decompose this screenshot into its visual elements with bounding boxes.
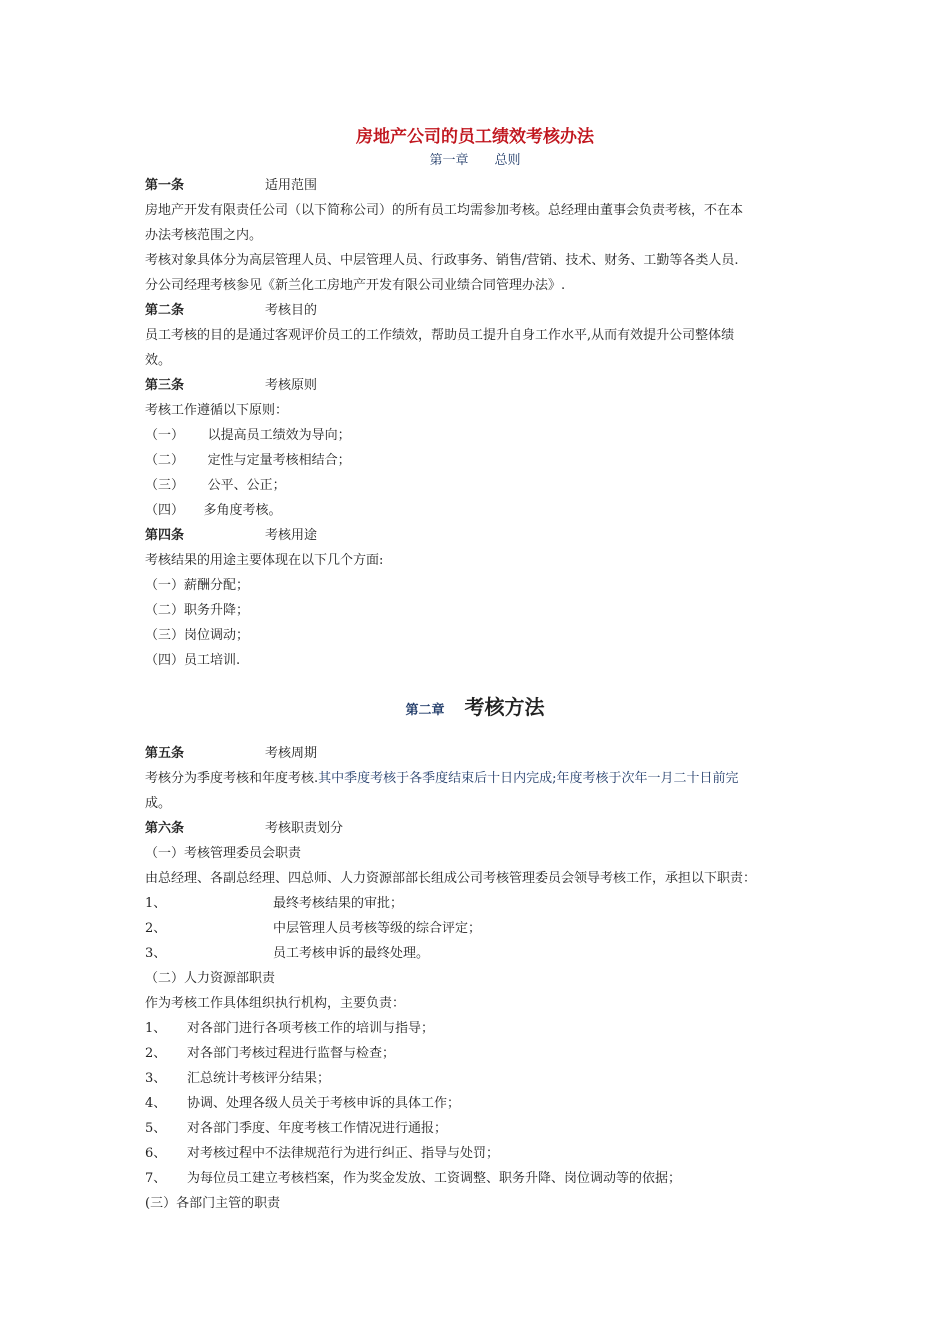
article-6-number: 第六条: [145, 821, 185, 836]
article-3-item-4: （四） 多角度考核。: [145, 503, 282, 518]
article-1-heading: [145, 177, 318, 195]
article-6-section-2-item-5: [145, 1120, 448, 1138]
article-4-item-2: （二）职务升降；: [145, 603, 250, 618]
article-6-section-2-item-4: [145, 1095, 461, 1113]
article-6-section-1-item-2: [145, 920, 482, 938]
item-number: 3、: [145, 1071, 167, 1086]
article-6-section-3-heading: (三）各部门主管的职责: [145, 1196, 281, 1211]
article-4-intro: 考核结果的用途主要体现在以下几个方面:: [145, 553, 384, 568]
article-3-item-1: （一） 以提高员工绩效为导向；: [145, 428, 351, 443]
article-3-item-3: （三） 公平、公正；: [145, 478, 286, 493]
item-number: 1、: [145, 1021, 167, 1036]
article-6-heading: [145, 820, 344, 838]
article-6-section-1-item-1: [145, 895, 404, 913]
article-1-title: 适用范围: [265, 178, 318, 193]
article-1-paragraph-2: 考核对象具体分为高层管理人员、中层管理人员、行政事务、销售/营销、技术、财务、工勤等各类人员.: [145, 253, 739, 268]
article-4-title: 考核用途: [265, 528, 318, 543]
article-6-section-2-item-1: [145, 1020, 435, 1038]
item-number: 2、: [145, 1046, 167, 1061]
article-6-section-2-item-6: [145, 1145, 500, 1163]
article-5-paragraph-1a: [145, 770, 739, 788]
article-5-number: 第五条: [145, 746, 185, 761]
article-3-heading: [145, 377, 318, 395]
article-5-text-part-2: 其中季度考核于各季度结束后十日内完成;年度考核于次年一月二十日前完: [318, 771, 739, 786]
article-2-paragraph-1b: 效。: [145, 353, 172, 368]
article-5-text-part-1: 考核分为季度考核和年度考核.: [145, 771, 319, 786]
chapter-2-label: 第二章: [405, 703, 445, 718]
article-4-item-4: （四）员工培训.: [145, 653, 241, 668]
item-text: 员工考核申诉的最终处理。: [273, 946, 430, 961]
item-number: 5、: [145, 1121, 167, 1136]
article-6-section-1-item-3: [145, 945, 430, 963]
item-text: 对各部门季度、年度考核工作情况进行通报；: [187, 1121, 448, 1136]
article-2-title: 考核目的: [265, 303, 318, 318]
article-6-section-2-intro: 作为考核工作具体组织执行机构，主要负责：: [145, 996, 406, 1011]
article-3-item-2: （二） 定性与定量考核相结合；: [145, 453, 351, 468]
article-5-heading: [145, 745, 318, 763]
item-text: 为每位员工建立考核档案，作为奖金发放、工资调整、职务升降、岗位调动等的依据；: [187, 1171, 682, 1186]
item-number: 2、: [145, 921, 167, 936]
article-6-title: 考核职责划分: [265, 821, 344, 836]
article-6-section-2-item-2: [145, 1045, 396, 1063]
article-4-heading: [145, 527, 318, 545]
item-number: 1、: [145, 896, 167, 911]
item-text: 汇总统计考核评分结果；: [187, 1071, 331, 1086]
item-number: 4、: [145, 1096, 167, 1111]
item-text: 对各部门考核过程进行监督与检查；: [187, 1046, 396, 1061]
article-5-title: 考核周期: [265, 746, 318, 761]
article-3-intro: 考核工作遵循以下原则：: [145, 403, 289, 418]
article-6-section-2-item-3: [145, 1070, 331, 1088]
article-1-paragraph-1b: 办法考核范围之内。: [145, 228, 263, 243]
item-number: 6、: [145, 1146, 167, 1161]
article-2-heading: [145, 302, 318, 320]
article-5-paragraph-1b: 成。: [145, 796, 172, 811]
article-4-item-1: （一）薪酬分配；: [145, 578, 250, 593]
chapter-2-title: 考核方法: [464, 695, 545, 719]
article-2-number: 第二条: [145, 303, 185, 318]
item-text: 对各部门进行各项考核工作的培训与指导；: [187, 1021, 435, 1036]
chapter-1-heading: 第一章 总则: [429, 153, 521, 168]
article-6-section-2-heading: （二）人力资源部职责: [145, 971, 276, 986]
chapter-2-heading: [0, 694, 950, 724]
article-1-number: 第一条: [145, 178, 185, 193]
item-number: 3、: [145, 946, 167, 961]
article-4-number: 第四条: [145, 528, 185, 543]
article-3-number: 第三条: [145, 378, 185, 393]
item-number: 7、: [145, 1171, 167, 1186]
article-2-paragraph-1a: 员工考核的目的是通过客观评价员工的工作绩效，帮助员工提升自身工作水平,从而有效提升公司整体绩: [145, 328, 735, 343]
article-6-section-1-intro: 由总经理、各副总经理、四总师、人力资源部部长组成公司考核管理委员会领导考核工作，承担以下职责：: [145, 871, 757, 886]
article-1-paragraph-1a: 房地产开发有限责任公司（以下简称公司）的所有员工均需参加考核。总经理由董事会负责考核，不在本: [145, 203, 744, 218]
article-4-item-3: （三）岗位调动；: [145, 628, 250, 643]
article-3-title: 考核原则: [265, 378, 318, 393]
item-text: 最终考核结果的审批；: [273, 896, 404, 911]
article-6-section-2-item-7: [145, 1170, 682, 1188]
article-1-paragraph-3: 分公司经理考核参见《新兰化工房地产开发有限公司业绩合同管理办法》.: [145, 278, 566, 293]
article-6-section-1-heading: （一）考核管理委员会职责: [145, 846, 302, 861]
item-text: 对考核过程中不法律规范行为进行纠正、指导与处罚；: [187, 1146, 500, 1161]
item-text: 中层管理人员考核等级的综合评定；: [273, 921, 482, 936]
item-text: 协调、处理各级人员关于考核申诉的具体工作；: [187, 1096, 461, 1111]
document-title: 房地产公司的员工绩效考核办法: [356, 127, 594, 147]
